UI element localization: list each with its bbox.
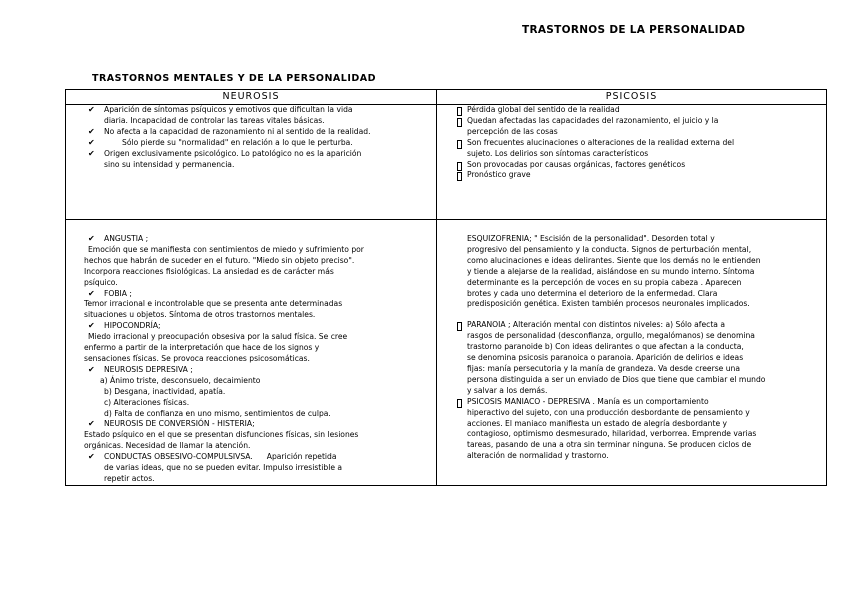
hipocondria-text-line: enfermo a partir de la interpretación que hace de los signos y (84, 343, 320, 353)
esquizofrenia-line: ESQUIZOFRENIA; " Escisión de la personalidad". Desorden total y (467, 234, 715, 243)
esquizofrenia-line: progresivo del pensamiento y la conducta. Signos de perturbación mental, (467, 244, 752, 254)
psicosis-summary-line: sujeto. Los delirios son síntomas característicos (467, 148, 649, 158)
page-header-title: TRASTORNOS DE LA PERSONALIDAD (522, 24, 746, 36)
conversion-text-line: orgánicas. Necesidad de llamar la atención. (84, 441, 251, 451)
hipocondria-title: ✔ HIPOCONDRÍA; (88, 321, 432, 332)
psicosis-summary-line: percepción de las cosas (467, 126, 558, 136)
neurosis-summary-cell (66, 105, 437, 220)
esquizofrenia-line: brotes y cada uno determina el deterioro de la enfermedad. Clara (467, 288, 718, 298)
column-header-psicosis: PSICOSIS (437, 90, 827, 105)
angustia-text-line: Emoción que se manifiesta con sentimientos de miedo y sufrimiento por (88, 244, 364, 254)
psicosis-summary-line: Son frecuentes alucinaciones o alteraciones de la realidad externa del (457, 138, 818, 149)
paranoia-line: se denomina psicosis paranoica o paranoia. Aparición de delirios e ideas (467, 353, 744, 363)
psicosis-summary-line: Son provocadas por causas orgánicas, factores genéticos (457, 160, 818, 171)
neurosis-summary-line: ✔ Aparición de síntomas psíquicos y emotivos que dificultan la vida (88, 105, 430, 116)
depresiva-item: b) Desgana, inactividad, apatía. (104, 386, 226, 396)
document-title: TRASTORNOS MENTALES Y DE LA PERSONALIDAD (92, 73, 377, 84)
neurosis-summary-line: sino su intensidad y permanencia. (104, 159, 235, 169)
depresiva-item: c) Alteraciones físicas. (104, 397, 190, 407)
neurosis-summary-line: ✔ Origen exclusivamente psicológico. Lo patológico no es la aparición (88, 149, 430, 160)
maniaco-line: acciones. El maniaco manifiesta un estado de alegría desbordante y (467, 418, 728, 428)
maniaco-line: tareas, pasando de una a otra sin terminar ninguna. Se producen ciclos de (467, 440, 752, 450)
paranoia-line: rasgos de personalidad (desconfianza, orgullo, megalómanos) se denomina (467, 331, 755, 341)
angustia-title: ✔ ANGUSTIA ; (88, 234, 430, 245)
maniaco-line: alteración de normalidad y trastorno. (467, 451, 609, 461)
psicosis-summary-line: Pronóstico grave (457, 170, 818, 181)
depresiva-item: a) Ánimo triste, desconsuelo, decaimiento (100, 375, 261, 385)
esquizofrenia-line: determinante es la percepción de voces en su propia cabeza . Aparecen (467, 277, 742, 287)
paranoia-line: y salvar a los demás. (467, 385, 548, 395)
psicosis-types-cell (437, 220, 827, 486)
column-header-neurosis: NEUROSIS (66, 90, 437, 105)
toc-title-line (88, 452, 432, 463)
esquizofrenia-line: predisposición genética. Existen también procesos neuronales implicados. (467, 299, 750, 309)
angustia-text-line: Incorpora reacciones fisiológicas. La ansiedad es de carácter más (84, 266, 334, 276)
paranoia-line: persona distinguida a ser un enviado de Dios que tiene que cambiar el mundo (467, 374, 766, 384)
esquizofrenia-line: como alucinaciones e ideas delirantes. Siente que los demás no le entienden (467, 255, 761, 265)
toc-text-line: de varias ideas, que no se pueden evitar. Impulso irresistible a (104, 463, 343, 473)
toc-text-line: repetir actos. (104, 473, 155, 483)
maniaco-line: hiperactivo del sujeto, con una producción desbordante de pensamiento y (467, 407, 750, 417)
toc-title: CONDUCTAS OBSESIVO-COMPULSIVSA. (104, 452, 253, 462)
comparison-table (65, 89, 827, 486)
fobia-title: ✔ FOBIA ; (88, 289, 432, 300)
fobia-text-line: situaciones u objetos. Síntoma de otros trastornos mentales. (84, 310, 316, 320)
neurosis-types-cell (66, 220, 437, 486)
psicosis-summary-line: Quedan afectadas las capacidades del razonamiento, el juicio y la (457, 116, 818, 127)
hipocondria-text-line: Miedo irracional y preocupación obsesiva por la salud física. Se cree (88, 332, 348, 342)
maniaco-line: PSICOSIS MANIACO - DEPRESIVA . Manía es un comportamiento (457, 397, 822, 408)
neurosis-summary-line: ✔ Sólo pierde su "normalidad" en relación a lo que le perturba. (88, 138, 430, 149)
paranoia-line: fijas: manía persecutoria y la manía de grandeza. Va desde creerse una (467, 363, 741, 373)
toc-text-line: Aparición repetida (266, 452, 337, 462)
angustia-text-line: psíquico. (84, 277, 118, 287)
neurosis-summary-line: diaria. Incapacidad de controlar las tareas vitales básicas. (104, 115, 325, 125)
fobia-text-line: Temor irracional e incontrolable que se presenta ante determinadas (84, 299, 343, 309)
angustia-text-line: hechos que habrán de suceder en el futuro. "Miedo sin objeto preciso". (84, 255, 355, 265)
psicosis-summary-cell (437, 105, 827, 220)
conversion-text-line: Estado psíquico en el que se presentan disfunciones físicas, sin lesiones (84, 430, 359, 440)
maniaco-line: contagioso, optimismo desmesurado, hilaridad, verborrea. Emprende varias (467, 429, 757, 439)
hipocondria-text-line: sensaciones físicas. Se provoca reacciones psicosomáticas. (84, 353, 310, 363)
depresiva-title: ✔ NEUROSIS DEPRESIVA ; (88, 365, 432, 376)
paranoia-line: trastorno paranoide b) Con ideas delirantes o que afectan a la conducta, (467, 342, 744, 352)
depresiva-item: d) Falta de confianza en uno mismo, sentimientos de culpa. (104, 408, 331, 418)
psicosis-summary-line: Pérdida global del sentido de la realidad (457, 105, 818, 116)
neurosis-summary-line: ✔ No afecta a la capacidad de razonamiento ni al sentido de la realidad. (88, 127, 430, 138)
conversion-title: ✔ NEUROSIS DE CONVERSIÓN - HISTERIA; (88, 419, 432, 430)
esquizofrenia-line: y tiende a alejarse de la realidad, aislándose en su mundo interno. Síntoma (467, 266, 755, 276)
paranoia-line: PARANOIA ; Alteración mental con distintos niveles: a) Sólo afecta a (457, 320, 822, 331)
